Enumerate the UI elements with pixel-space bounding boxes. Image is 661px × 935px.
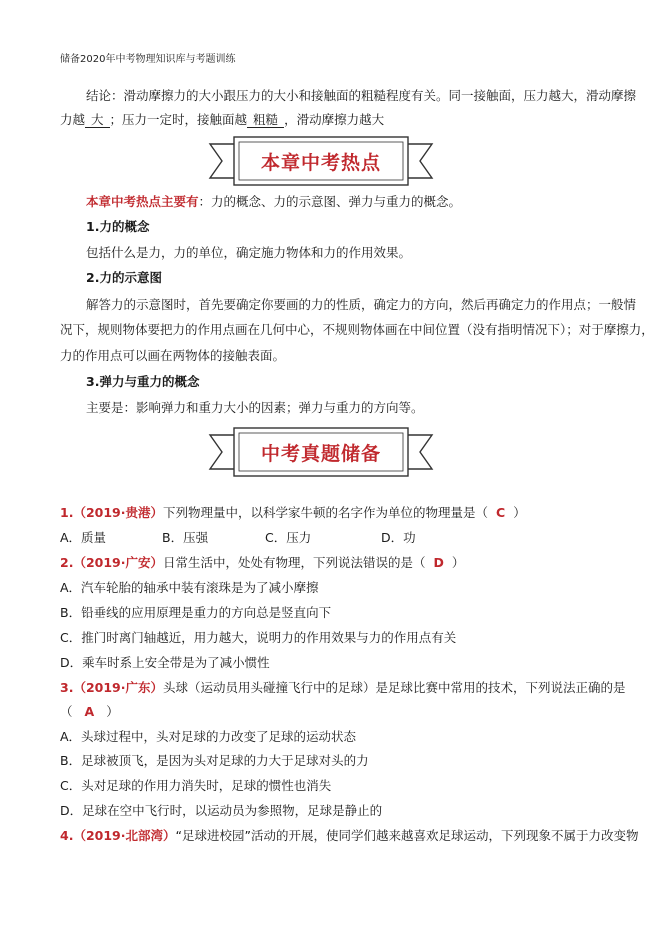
- option: C．压力: [265, 530, 312, 545]
- question-2-stem: [60, 555, 464, 571]
- question-text: 日常生活中，处处有物理，下列说法错误的是（: [163, 555, 426, 570]
- question-answer: D: [433, 555, 444, 570]
- section-banner-hotspots: [206, 134, 436, 188]
- conclusion-line-1: 结论：滑动摩擦力的大小跟压力的大小和接触面的粗糙程度有关。同一接触面，压力越大，滑动摩擦: [86, 88, 637, 103]
- page-header: 储备2020年中考物理知识库与考题训练: [60, 54, 236, 65]
- question-source: （2019·广安）: [73, 555, 163, 570]
- option: A．质量: [60, 530, 107, 545]
- conclusion-text-a: 力越: [60, 112, 86, 127]
- section-3-title: 3.弹力与重力的概念: [86, 374, 200, 389]
- conclusion-text-c: ，滑动摩擦力越大: [284, 112, 385, 127]
- section-1-text: 包括什么是力，力的单位，确定施力物体和力的作用效果。: [86, 245, 412, 260]
- hotspots-lead-text: ：力的概念、力的示意图、弹力与重力的概念。: [198, 194, 462, 209]
- section-2-line-1: 解答力的示意图时，首先要确定你要画的力的性质，确定力的方向，然后再确定力的作用点；一般情: [86, 297, 637, 312]
- question-3-option-a: A．头球过程中，头对足球的力改变了足球的运动状态: [60, 729, 357, 744]
- question-open: （: [60, 704, 73, 719]
- conclusion-line-2: [60, 112, 384, 128]
- question-4-stem: [60, 828, 638, 844]
- question-source: （2019·北部湾）: [73, 828, 176, 843]
- hotspots-lead: [86, 194, 461, 210]
- section-2-line-2: 况下，规则物体要把力的作用点画在几何中心，不规则物体画在中间位置（没有指明情况下）；对于摩擦力，: [60, 322, 654, 337]
- question-close: ）: [106, 704, 119, 719]
- question-1-stem: [60, 505, 526, 521]
- option: D．功: [381, 530, 416, 545]
- question-3-stem: [60, 680, 626, 696]
- question-source: （2019·广东）: [73, 680, 163, 695]
- question-2-option-d: D．乘车时系上安全带是为了减小惯性: [60, 655, 270, 670]
- section-2-title: 2.力的示意图: [86, 270, 162, 285]
- hotspots-lead-label: 本章中考热点主要有: [86, 194, 199, 209]
- section-banner-questions: [206, 425, 436, 479]
- question-text: 头球（运动员用头碰撞飞行中的足球）是足球比赛中常用的技术，下列说法正确的是: [163, 680, 626, 695]
- question-3-option-d: D．足球在空中飞行时，以运动员为参照物，足球是静止的: [60, 803, 383, 818]
- question-number: 4.: [60, 828, 74, 843]
- conclusion-text-b: ；压力一定时，接触面越: [109, 112, 248, 127]
- question-source: （2019·贵港）: [73, 505, 163, 520]
- question-close: ）: [451, 555, 465, 570]
- section-2-line-3: 力的作用点可以画在两物体的接触表面。: [60, 348, 286, 363]
- question-number: 3.: [60, 680, 74, 695]
- question-3-answer-line: [60, 704, 119, 720]
- question-number: 2.: [60, 555, 74, 570]
- section-1-title: 1.力的概念: [86, 219, 150, 234]
- question-number: 1.: [60, 505, 74, 520]
- question-answer: C: [496, 505, 506, 520]
- question-3-option-c: C．头对足球的作用力消失时，足球的惯性也消失: [60, 778, 332, 793]
- question-3-option-b: B．足球被顶飞，是因为头对足球的力大于足球对头的力: [60, 753, 369, 768]
- answer-blank-1: 大: [85, 112, 110, 128]
- answer-blank-2: 粗糙: [247, 112, 284, 128]
- question-answer: A: [84, 704, 95, 719]
- question-text: 下列物理量中，以科学家牛顿的名字作为单位的物理量是（: [163, 505, 489, 520]
- option: B．压强: [162, 530, 209, 545]
- question-2-option-a: A．汽车轮胎的轴承中装有滚珠是为了减小摩擦: [60, 580, 319, 595]
- question-text: “足球进校园”活动的开展，使同学们越来越喜欢足球运动，下列现象不属于力改变物: [175, 828, 639, 843]
- question-close: ）: [513, 505, 526, 520]
- question-1-options: [60, 530, 416, 546]
- banner-title-questions: 中考真题储备: [260, 443, 381, 465]
- section-3-text: 主要是：影响弹力和重力大小的因素；弹力与重力的方向等。: [86, 400, 424, 415]
- question-2-option-b: B．铅垂线的应用原理是重力的方向总是竖直向下: [60, 605, 332, 620]
- question-2-option-c: C．推门时离门轴越近，用力越大，说明力的作用效果与力的作用点有关: [60, 630, 457, 645]
- banner-title-hotspots: 本章中考热点: [260, 152, 381, 174]
